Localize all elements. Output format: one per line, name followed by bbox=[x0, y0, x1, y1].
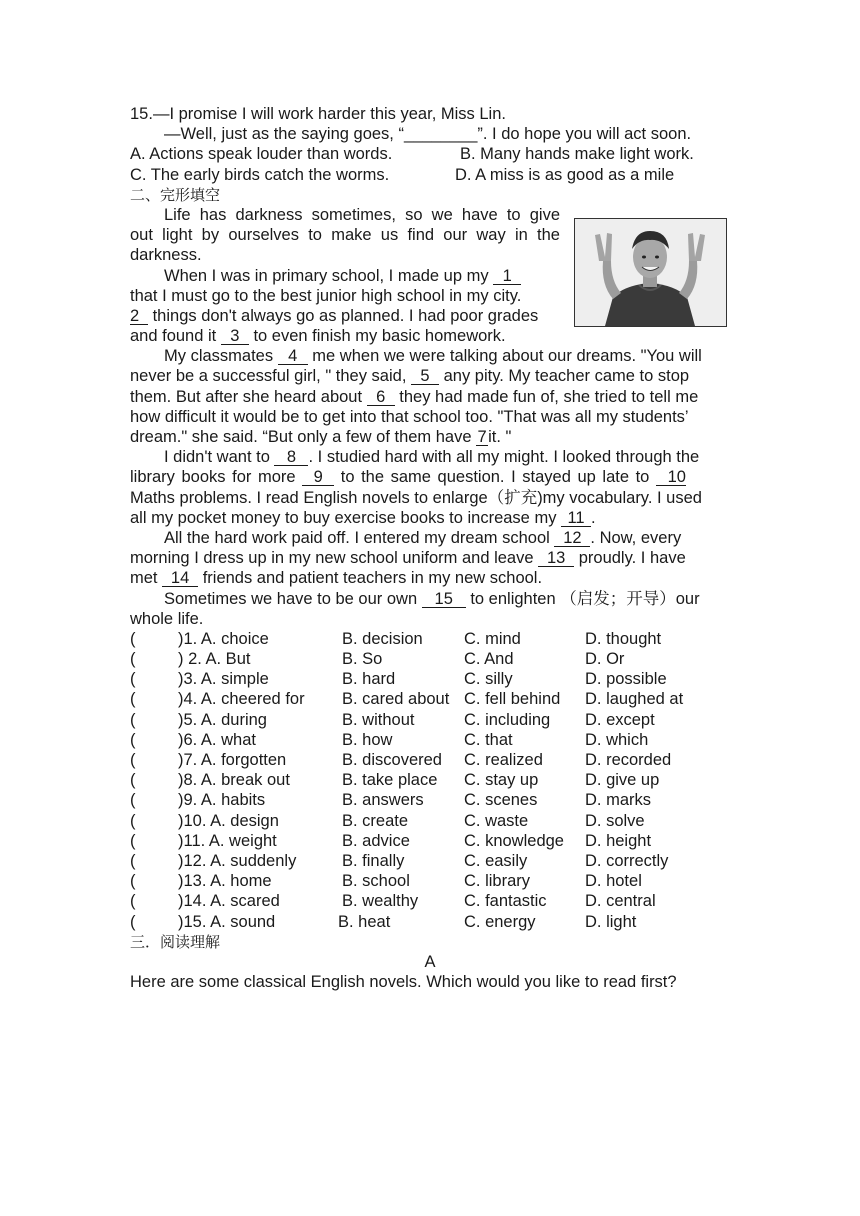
section-title-cloze: 二、完形填空 bbox=[130, 185, 221, 204]
passage-text: them. But after she heard about bbox=[130, 387, 363, 406]
passage-line bbox=[130, 467, 730, 487]
option-b[interactable]: B. heat bbox=[338, 912, 391, 931]
question-row bbox=[130, 912, 730, 932]
passage-line bbox=[130, 589, 730, 609]
option-a-text: )12. A. suddenly bbox=[178, 851, 297, 870]
option-d[interactable]: D. solve bbox=[585, 811, 645, 830]
passage-text: me when we were talking about our dreams. "You will bbox=[312, 347, 702, 366]
passage-text: dream." she said. “But only a few of them have bbox=[130, 428, 472, 446]
option-a[interactable]: A. Actions speak louder than words. bbox=[130, 145, 393, 164]
option-a-text: )4. A. cheered for bbox=[178, 690, 305, 709]
cloze-blank-7[interactable]: 7 bbox=[477, 428, 487, 446]
option-a[interactable] bbox=[130, 831, 342, 851]
option-d[interactable]: D. correctly bbox=[585, 851, 669, 870]
option-b[interactable]: B. how bbox=[342, 730, 393, 749]
option-b[interactable]: B. answers bbox=[342, 791, 424, 810]
passage-line: whole life. bbox=[130, 609, 204, 628]
option-c[interactable]: C. fell behind bbox=[464, 690, 561, 709]
passage-line: out light by ourselves to make us find our way in the bbox=[130, 226, 560, 245]
option-c[interactable]: C. energy bbox=[464, 912, 536, 931]
option-d[interactable]: D. laughed at bbox=[585, 690, 684, 709]
option-c[interactable]: C. including bbox=[464, 710, 551, 729]
option-d[interactable]: D. Or bbox=[585, 650, 625, 669]
option-b[interactable]: B. cared about bbox=[342, 690, 450, 709]
passage-text: . I studied hard with all my might. I looked through the bbox=[308, 448, 700, 467]
option-b[interactable]: B. hard bbox=[342, 670, 396, 689]
option-b[interactable]: B. create bbox=[342, 811, 409, 830]
option-a-text: )13. A. home bbox=[178, 872, 272, 891]
option-a[interactable] bbox=[130, 871, 342, 891]
option-a-text: )10. A. design bbox=[178, 811, 279, 830]
option-b[interactable]: B. wealthy bbox=[342, 892, 419, 911]
option-c[interactable]: C. stay up bbox=[464, 771, 539, 790]
option-c[interactable]: C. realized bbox=[464, 751, 543, 769]
passage-line bbox=[130, 447, 730, 467]
passage-line bbox=[130, 346, 730, 366]
passage-line bbox=[130, 326, 560, 346]
option-d[interactable]: D. central bbox=[585, 892, 656, 911]
passage-text: they had made fun of, she tried to tell me bbox=[399, 387, 699, 406]
cloze-blank-5[interactable]: 5 bbox=[411, 368, 439, 385]
option-d[interactable]: D. height bbox=[585, 831, 652, 850]
option-c[interactable]: C. waste bbox=[464, 811, 529, 830]
answer-paren[interactable]: ( bbox=[130, 831, 136, 850]
cloze-blank-10[interactable]: 10 bbox=[656, 469, 686, 486]
question-row bbox=[130, 669, 730, 689]
option-c[interactable]: C. silly bbox=[464, 670, 513, 689]
option-b[interactable]: B. So bbox=[342, 650, 383, 669]
passage-line: Maths problems. I read English novels to enlarge（扩充)my vocabulary. I used bbox=[130, 488, 702, 507]
option-c[interactable]: C. fantastic bbox=[464, 892, 547, 911]
reading-part-label: A bbox=[424, 952, 436, 971]
option-c[interactable]: C. library bbox=[464, 872, 531, 891]
option-d[interactable]: D. marks bbox=[585, 791, 651, 810]
question-row bbox=[130, 750, 730, 770]
option-b[interactable]: B. discovered bbox=[342, 751, 442, 769]
option-a[interactable] bbox=[130, 851, 342, 871]
option-a[interactable] bbox=[130, 629, 342, 649]
option-a[interactable] bbox=[130, 710, 342, 730]
passage-text: things don't always go as planned. I had poor grades bbox=[152, 306, 539, 325]
option-d-text: D. A miss is as good as a mile bbox=[455, 165, 675, 184]
option-b[interactable]: B. decision bbox=[342, 629, 423, 648]
option-a[interactable] bbox=[130, 669, 342, 689]
q15-stem bbox=[130, 104, 730, 124]
passage-text: to even finish my basic homework. bbox=[253, 327, 506, 346]
option-a[interactable] bbox=[130, 912, 342, 932]
cloze-blank-13[interactable]: 13 bbox=[538, 550, 574, 567]
passage-line bbox=[130, 528, 730, 548]
passage-text: never be a successful girl, " they said, bbox=[130, 367, 407, 386]
option-a-text: )9. A. habits bbox=[178, 791, 266, 810]
answer-paren[interactable]: ( bbox=[130, 912, 136, 931]
answer-paren[interactable]: ( bbox=[130, 892, 136, 911]
option-a[interactable] bbox=[130, 750, 342, 770]
passage-text: library books for more bbox=[130, 468, 296, 487]
cloze-blank-3[interactable]: 3 bbox=[221, 328, 249, 345]
q15-reply bbox=[130, 124, 730, 144]
option-a-text: )5. A. during bbox=[178, 710, 267, 729]
option-a-text: )14. A. scared bbox=[178, 892, 280, 911]
option-d[interactable]: D. which bbox=[585, 730, 649, 749]
option-c[interactable]: C. The early birds catch the worms. bbox=[130, 165, 390, 184]
passage-text: morning I dress up in my new school uniform and leave bbox=[130, 549, 534, 568]
option-d[interactable]: D. recorded bbox=[585, 751, 672, 769]
option-a-text: )3. A. simple bbox=[178, 670, 269, 689]
option-a[interactable] bbox=[130, 790, 342, 810]
answer-paren[interactable]: ( bbox=[130, 811, 136, 830]
option-c[interactable]: C. that bbox=[464, 730, 513, 749]
passage-line bbox=[130, 427, 730, 447]
option-d[interactable]: D. possible bbox=[585, 670, 667, 689]
option-a-text: )1. A. choice bbox=[178, 629, 269, 648]
option-d[interactable]: D. light bbox=[585, 912, 637, 931]
option-b[interactable]: B. without bbox=[342, 710, 415, 729]
cloze-blank-15[interactable]: 15 bbox=[422, 591, 466, 608]
option-c[interactable]: C. knowledge bbox=[464, 831, 564, 850]
question-row bbox=[130, 649, 730, 669]
answer-paren[interactable]: ( bbox=[130, 872, 136, 891]
passage-text: Sometimes we have to be our own bbox=[164, 589, 418, 608]
option-a[interactable] bbox=[130, 811, 342, 831]
answer-paren[interactable]: ( bbox=[130, 851, 136, 870]
passage-line: how difficult it would be to get into that school too. "That was all my students’ bbox=[130, 407, 689, 426]
cloze-passage-intro bbox=[130, 205, 560, 346]
option-b[interactable]: B. school bbox=[342, 872, 410, 891]
option-a[interactable] bbox=[130, 891, 342, 911]
cloze-blank-2[interactable]: 2 bbox=[130, 308, 148, 325]
cloze-blank-11[interactable]: 11 bbox=[561, 510, 591, 527]
q15-stem-text: —I promise I will work harder this year, Miss Lin. bbox=[152, 105, 506, 123]
passage-text: to enlighten （启发；开导）our bbox=[470, 589, 700, 608]
section-title-reading: 三．阅读理解 bbox=[130, 932, 221, 951]
option-a-text: )7. A. forgotten bbox=[178, 751, 287, 769]
cloze-options-list bbox=[130, 629, 730, 932]
passage-text: I didn't want to bbox=[164, 448, 270, 467]
passage-text: . Now, every bbox=[590, 528, 682, 547]
option-c[interactable]: C. easily bbox=[464, 851, 528, 870]
passage-text: and found it bbox=[130, 327, 217, 346]
question-row bbox=[130, 871, 730, 891]
cloze-blank-1[interactable]: 1 bbox=[493, 268, 521, 285]
answer-paren[interactable]: ( bbox=[130, 730, 136, 749]
question-row bbox=[130, 770, 730, 790]
passage-text: all my pocket money to buy exercise books to increase my bbox=[130, 508, 557, 527]
passage-text: to the same question. I stayed up late to bbox=[340, 468, 650, 487]
cloze-blank-9[interactable]: 9 bbox=[302, 469, 334, 486]
cloze-blank-4[interactable]: 4 bbox=[278, 348, 308, 365]
passage-line bbox=[130, 548, 730, 568]
option-b[interactable]: B. finally bbox=[342, 851, 405, 870]
option-a-text: ) 2. A. But bbox=[178, 650, 251, 669]
passage-text: it. " bbox=[488, 428, 512, 446]
option-a-text: )6. A. what bbox=[178, 730, 256, 749]
passage-line bbox=[130, 366, 730, 386]
option-d[interactable]: D. give up bbox=[585, 771, 660, 790]
passage-text: friends and patient teachers in my new school. bbox=[202, 569, 543, 588]
cloze-blank-6[interactable]: 6 bbox=[367, 389, 395, 406]
question-row bbox=[130, 790, 730, 810]
question-row bbox=[130, 851, 730, 871]
question-row bbox=[130, 629, 730, 649]
answer-paren[interactable]: ( bbox=[130, 771, 136, 790]
option-c[interactable]: C. scenes bbox=[464, 791, 538, 810]
answer-paren[interactable]: ( bbox=[130, 690, 136, 709]
reply-text: ”. I do hope you will act soon. bbox=[477, 125, 692, 144]
passage-line bbox=[130, 568, 730, 588]
answer-paren[interactable]: ( bbox=[130, 751, 136, 769]
passage-text: any pity. My teacher came to stop bbox=[443, 367, 690, 386]
question-row bbox=[130, 689, 730, 709]
answer-paren[interactable]: ( bbox=[130, 629, 136, 648]
option-a[interactable] bbox=[130, 770, 342, 790]
passage-text: proudly. I have bbox=[578, 549, 686, 568]
option-c[interactable]: C. mind bbox=[464, 629, 521, 648]
cloze-blank-12[interactable]: 12 bbox=[554, 530, 590, 547]
passage-line bbox=[130, 306, 560, 326]
passage-line bbox=[130, 387, 730, 407]
passage-text: met bbox=[130, 569, 158, 588]
passage-text: When I was in primary school, I made up my bbox=[164, 266, 489, 285]
passage-line: that I must go to the best junior high school in my city. bbox=[130, 286, 522, 305]
answer-paren[interactable]: ( bbox=[130, 650, 136, 669]
passage-text: All the hard work paid off. I entered my dream school bbox=[164, 528, 550, 547]
option-a-text: )8. A. break out bbox=[178, 771, 290, 790]
passage-line bbox=[130, 266, 560, 286]
option-b[interactable] bbox=[460, 144, 730, 164]
answer-paren[interactable]: ( bbox=[130, 710, 136, 729]
reading-intro: Here are some classical English novels. Which would you like to read first? bbox=[130, 973, 677, 992]
question-row bbox=[130, 730, 730, 750]
answer-paren[interactable]: ( bbox=[130, 670, 136, 689]
option-a-text: )11. A. weight bbox=[178, 831, 277, 850]
question-row bbox=[130, 891, 730, 911]
passage-line: darkness. bbox=[130, 246, 202, 265]
question-row bbox=[130, 831, 730, 851]
worksheet-page bbox=[130, 104, 730, 992]
question-number: 15. bbox=[130, 105, 153, 123]
passage-line bbox=[130, 508, 730, 528]
q15-options bbox=[130, 144, 730, 184]
option-a[interactable] bbox=[130, 649, 342, 669]
option-c[interactable]: C. And bbox=[464, 650, 514, 669]
option-a[interactable] bbox=[130, 689, 342, 709]
passage-text: . bbox=[591, 508, 596, 527]
option-b[interactable]: B. take place bbox=[342, 771, 438, 790]
answer-blank[interactable]: ________ bbox=[403, 125, 478, 144]
passage-line: Life has darkness sometimes, so we have to give bbox=[164, 205, 560, 224]
passage-text: My classmates bbox=[164, 347, 274, 366]
question-row bbox=[130, 710, 730, 730]
question-row bbox=[130, 811, 730, 831]
option-d[interactable]: D. except bbox=[585, 710, 655, 729]
cloze-blank-14[interactable]: 14 bbox=[162, 570, 198, 587]
answer-paren[interactable]: ( bbox=[130, 791, 136, 810]
option-b-text: B. Many hands make light work. bbox=[460, 145, 694, 164]
option-b[interactable]: B. advice bbox=[342, 831, 410, 850]
reply-text: —Well, just as the saying goes, “ bbox=[164, 125, 404, 144]
option-a[interactable] bbox=[130, 730, 342, 750]
option-d[interactable]: D. hotel bbox=[585, 872, 642, 891]
option-a-text: )15. A. sound bbox=[178, 912, 276, 931]
option-d[interactable]: D. thought bbox=[585, 629, 662, 648]
cloze-blank-8[interactable]: 8 bbox=[274, 449, 308, 466]
option-d[interactable] bbox=[455, 165, 730, 185]
